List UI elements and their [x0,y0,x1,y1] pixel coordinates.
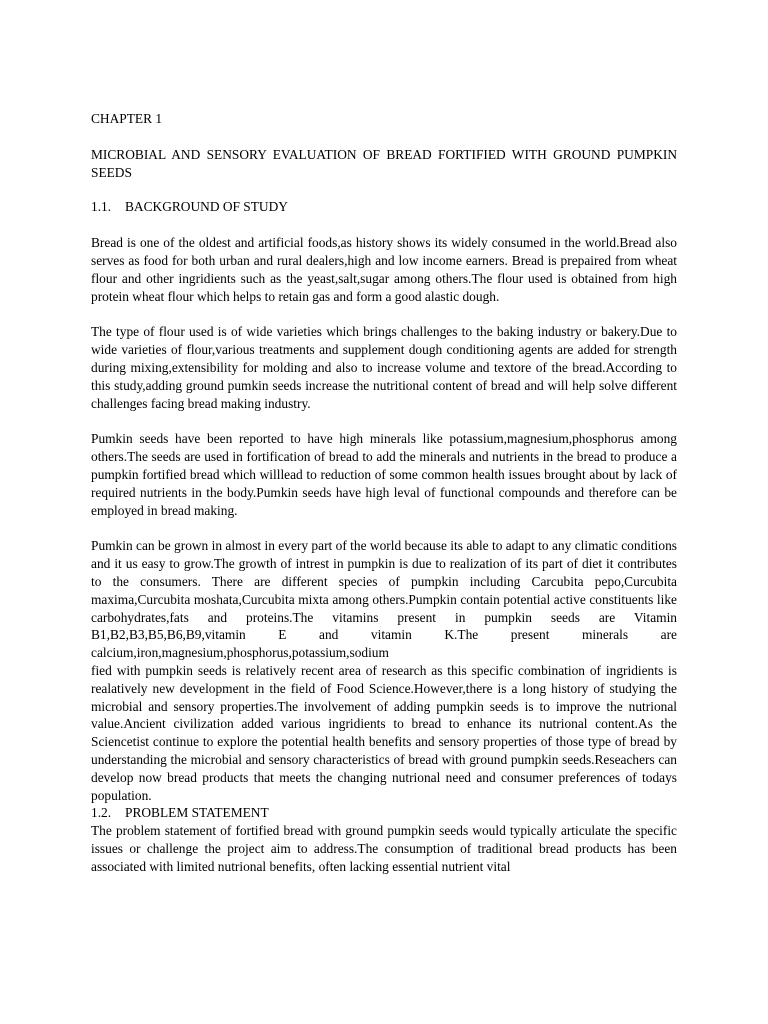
section-heading-problem [91,804,677,822]
paragraph-pumpkin-seeds: Pumkin seeds have been reported to have high minerals like potassium,magnesium,phosphorus among others.The seeds are used in fortification of bread to add the minerals and nutrients in the bread to produce a pumpkin fortified bread which willlead to reduction of some common health issues brought about by lack of required nutrients in the body.Pumkin seeds have high leval of functional compounds and therefore can be employed in bread making. [91,431,677,518]
section-number: 1.1. [91,199,112,215]
paragraph-problem-statement: The problem statement of fortified bread with ground pumpkin seeds would typically articulate the specific issues or challenge the project aim to address.The consumption of traditional bread products has been associated with limited nutrional benefits, often lacking essential nutrient vital [91,823,677,874]
paragraph-bread-intro: Bread is one of the oldest and artificial foods,as history shows its widely consumed in the world.Bread also serves as food for both urban and rural dealers,high and low income earners. Bread is prepaired from wheat flour and other ingridients such as the yeast,salt,sugar among others.The flour used is obtained from high protein wheat flour which helps to retain gas and form a good alastic dough. [91,235,677,304]
section-heading-background [91,198,677,216]
document-title: MICROBIAL AND SENSORY EVALUATION OF BREAD FORTIFIED WITH GROUND PUMPKIN SEEDS [91,146,677,180]
paragraph-flour-varieties: The type of flour used is of wide varieties which brings challenges to the baking industry or bakery.Due to wide varieties of flour,various treatments and supplement dough conditioning agents are added for strength during mixing,extensibility for molding and also to increase volume and textore of the bread.According to this study,adding ground pumkin seeds increase the nutritional content of bread and will help solve different challenges facing bread making industry. [91,324,677,411]
paragraph-fortified-research: fied with pumpkin seeds is relatively recent area of research as this specific combination of ingridients is realatively new development in the field of Food Science.However,there is a long history of studying the microbial and sensory properties.The involvement of adding pumpkin seeds is to improve the nutrional value.Ancient civilization added various ingridients to bread to enhance its nutrional content.As the Sciencetist continue to explore the potential health benefits and sensory properties of those type of bread by understanding the microbial and sensory characteristics of bread with ground pumpkin seeds.Reseachers can develop now bread products that meets the changing nutrional need and consumer preferences of todays population. [91,662,677,803]
chapter-label: CHAPTER 1 [91,111,163,126]
section-title: PROBLEM STATEMENT [125,805,269,821]
section-number: 1.2. [91,805,112,821]
paragraph-pumpkin-growth: Pumkin can be grown in almost in every part of the world because its able to adapt to any climatic conditions and it us easy to grow.The growth of intrest in pumpkin is due to realization of its part of diet it contributes to the consumers. There are different species of pumpkin including Carcubita pepo,Curcubita maxima,Curcubita moshata,Curcubita mixta among others.Pumpkin contain potential active constituents like carbohydrates,fats and proteins.The vitamins present in pumpkin seeds are Vitamin B1,B2,B3,B5,B6,B9,vitamin E and vitamin K.The present minerals are calcium,iron,magnesium,phosphorus,potassium,sodium [91,538,677,661]
section-title: BACKGROUND OF STUDY [125,199,288,215]
document-page [91,110,677,875]
